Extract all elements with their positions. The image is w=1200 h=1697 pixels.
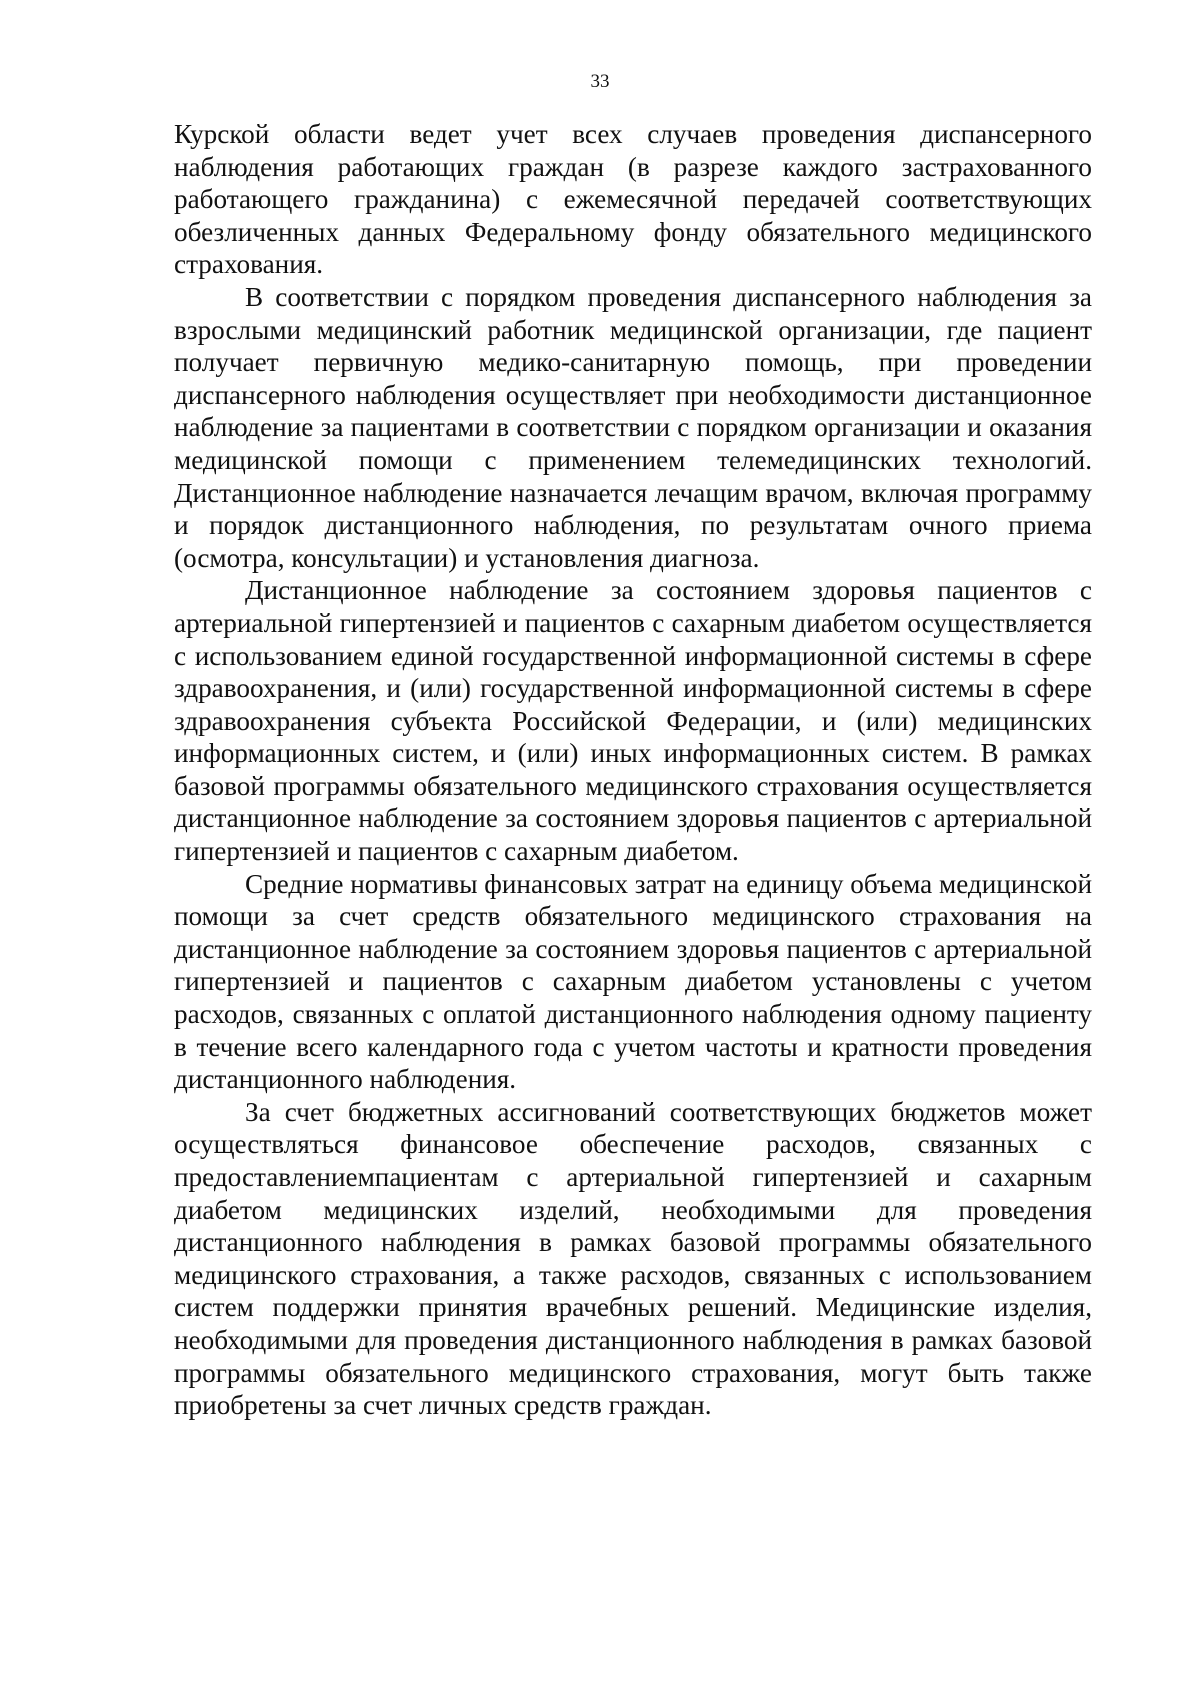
paragraph-remote-monitoring-order: В соответствии с порядком проведения диспансерного наблюдения за взрослыми медицинский работник медицинской организации, где пациент получает первичную медико-санитарную помощь, при проведении диспансерного наблюдения осуществляет при необходимости дистанционное наблюдение за пациентами в соответствии с порядком организации и оказания медицинской помощи с применением телемедицинских технологий. Дистанционное наблюдение назначается лечащим врачом, включая программу и порядок дистанционного наблюдения, по результатам очного приема (осмотра, консультации) и установления диагноза. — [174, 281, 1092, 573]
paragraph-continuation: Курской области ведет учет всех случаев проведения диспансерного наблюдения работающих граждан (в разрезе каждого застрахованного работающего гражданина) с ежемесячной передачей соответствующих обезличенных данных Федеральному фонду обязательного медицинского страхования. — [174, 119, 1092, 280]
page-number: 33 — [590, 71, 610, 92]
paragraph-budget-funding: За счет бюджетных ассигнований соответствующих бюджетов может осуществляться финансовое обеспечение расходов, связанных с предоставлениемпациентам с артериальной гипертензией и сахарным диабетом медицинских изделий, необходимыми для проведения дистанционного наблюдения в рамках базовой программы обязательного медицинского страхования, а также расходов, связанных с использованием систем поддержки принятия врачебных решений. Медицинские изделия, необходимыми для проведения дистанционного наблюдения в рамках базовой программы обязательного медицинского страхования, могут быть также приобретены за счет личных средств граждан. — [174, 1096, 1092, 1421]
paragraph-remote-monitoring-systems: Дистанционное наблюдение за состоянием здоровья пациентов с артериальной гипертензией и пациентов с сахарным диабетом осуществляется с использованием единой государственной информационной системы в сфере здравоохранения, и (или) государственной информационной системы в сфере здравоохранения субъекта Российской Федерации, и (или) медицинских информационных систем, и (или) иных информационных систем. В рамках базовой программы обязательного медицинского страхования осуществляется дистанционное наблюдение за состоянием здоровья пациентов с артериальной гипертензией и пациентов с сахарным диабетом. — [174, 575, 1092, 867]
paragraph-financial-norms: Средние нормативы финансовых затрат на единицу объема медицинской помощи за счет средств обязательного медицинского страхования на дистанционное наблюдение за состоянием здоровья пациентов с артериальной гипертензией и пациентов с сахарным диабетом установлены с учетом расходов, связанных с оплатой дистанционного наблюдения одному пациенту в течение всего календарного года с учетом частоты и кратности проведения дистанционного наблюдения. — [174, 868, 1092, 1095]
document-body — [174, 118, 1092, 1422]
